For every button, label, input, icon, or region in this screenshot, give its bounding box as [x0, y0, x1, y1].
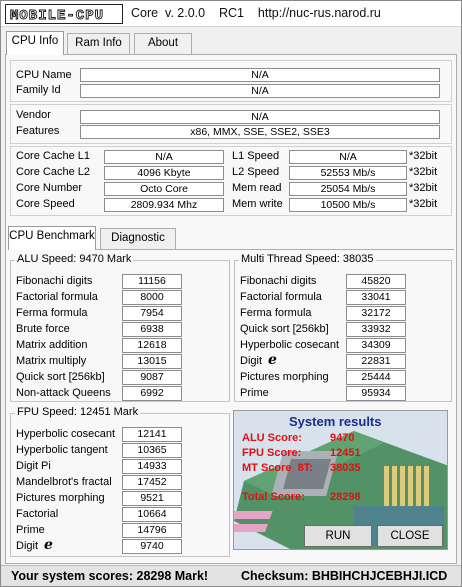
- mt-row-value: 22831: [346, 354, 406, 369]
- features-field: x86, MMX, SSE, SSE2, SSE3: [80, 125, 440, 139]
- fpu-row-value: 9521: [122, 491, 182, 506]
- mt-row-value: 95934: [346, 386, 406, 401]
- total-score-label: Total Score:: [242, 491, 305, 503]
- l1-speed-label: L1 Speed: [232, 150, 280, 162]
- cache-l1-field: N/A: [104, 150, 224, 164]
- fpu-row-value: 9740: [122, 539, 182, 554]
- alu-row-value: 6992: [122, 386, 182, 401]
- alu-title: ALU Speed: 9470 Mark: [17, 253, 132, 265]
- mem-write-label: Mem write: [232, 198, 283, 210]
- status-bar: [1, 565, 461, 586]
- mt-row-value: 25444: [346, 370, 406, 385]
- checksum-text: Checksum: BHBIHCHJCEBHJI.ICD: [241, 569, 448, 583]
- l1-speed-field: N/A: [289, 150, 407, 164]
- alu-row-label: Factorial formula: [16, 291, 98, 303]
- fpu-row-value: 14933: [122, 459, 182, 474]
- alu-row-label: Ferma formula: [16, 307, 88, 319]
- alu-row-value: 7954: [122, 306, 182, 321]
- family-id-label: Family Id: [16, 84, 61, 96]
- mt-row-label: Fibonachi digits: [240, 275, 317, 287]
- mem-write-suffix: *32bit: [409, 198, 438, 210]
- l1-speed-suffix: *32bit: [409, 150, 438, 162]
- core-number-field: Octo Core: [104, 182, 224, 196]
- tab-ram-info-label: Ram Info: [75, 37, 122, 49]
- alu-row-label: Matrix addition: [16, 339, 88, 351]
- logo-text: MOBILE-CPU: [10, 8, 105, 24]
- core-speed-field: 2809.934 Mhz: [104, 198, 224, 212]
- fpu-row-label: Mandelbrot's fractal: [16, 476, 112, 488]
- alu-score-value: 9470: [330, 432, 355, 444]
- results-title: System results: [289, 414, 382, 429]
- total-score-value: 28298: [330, 491, 361, 503]
- fpu-row-label: Digit Pi: [16, 460, 51, 472]
- cpu-name-field: N/A: [80, 68, 440, 82]
- fpu-row-value: 10365: [122, 443, 182, 458]
- cpu-name-label: CPU Name: [16, 69, 72, 81]
- alu-row-label: Brute force: [16, 323, 70, 335]
- digit-e-icon: e: [44, 537, 53, 553]
- alu-score-label: ALU Score:: [242, 432, 302, 444]
- fpu-score-value: 12451: [330, 447, 361, 459]
- mt-row-label: Factorial formula: [240, 291, 322, 303]
- fpu-row-value: 10664: [122, 507, 182, 522]
- fpu-row-label: Pictures morphing: [16, 492, 105, 504]
- mt-row-label: Digit: [240, 355, 263, 367]
- alu-row-value: 12618: [122, 338, 182, 353]
- run-button[interactable]: RUN: [304, 525, 372, 547]
- l2-speed-label: L2 Speed: [232, 166, 280, 178]
- mt-row-value: 45820: [346, 274, 406, 289]
- vendor-field: N/A: [80, 110, 440, 124]
- tab-diagnostic-label: Diagnostic: [111, 232, 165, 244]
- title-bar: [1, 1, 461, 27]
- cache-l2-label: Core Cache L2: [16, 166, 90, 178]
- fpu-row-label: Prime: [16, 524, 45, 536]
- mt-row-label: Quick sort [256kb]: [240, 323, 329, 335]
- alu-row-label: Matrix multiply: [16, 355, 87, 367]
- mt-row-label: Pictures morphing: [240, 371, 329, 383]
- alu-row-label: Non-attack Queens: [16, 387, 111, 399]
- vendor-label: Vendor: [16, 109, 51, 121]
- close-button[interactable]: CLOSE: [377, 525, 443, 547]
- alu-row-value: 13015: [122, 354, 182, 369]
- mt-row-label: Hyperbolic cosecant: [240, 339, 340, 351]
- mt-row-label: Prime: [240, 387, 269, 399]
- mt-row-value: 33041: [346, 290, 406, 305]
- tab-ram-info[interactable]: [67, 33, 130, 54]
- family-id-field: N/A: [80, 84, 440, 98]
- core-speed-label: Core Speed: [16, 198, 75, 210]
- alu-row-value: 6938: [122, 322, 182, 337]
- fpu-row-label: Hyperbolic cosecant: [16, 428, 116, 440]
- digit-e-icon: e: [268, 352, 277, 368]
- mem-read-label: Mem read: [232, 182, 282, 194]
- l2-speed-suffix: *32bit: [409, 166, 438, 178]
- fpu-title: FPU Speed: 12451 Mark: [17, 406, 139, 418]
- fpu-row-value: 17452: [122, 475, 182, 490]
- mt-row-value: 34309: [346, 338, 406, 353]
- fpu-row-label: Factorial: [16, 508, 59, 520]
- tab-cpu-info[interactable]: [6, 31, 64, 55]
- mt-score-value: 38035: [330, 462, 361, 474]
- l2-speed-field: 52553 Mb/s: [289, 166, 407, 180]
- window-title: Core v. 2.0.0 RC1 http://nuc-rus.narod.ru: [131, 6, 381, 20]
- mt-row-value: 32172: [346, 306, 406, 321]
- fpu-row-value: 12141: [122, 427, 182, 442]
- mem-write-field: 10500 Mb/s: [289, 198, 407, 212]
- alu-row-value: 11156: [122, 274, 182, 289]
- alu-row-label: Fibonachi digits: [16, 275, 93, 287]
- alu-row-value: 9087: [122, 370, 182, 385]
- alu-row-label: Quick sort [256kb]: [16, 371, 105, 383]
- system-score-text: Your system scores: 28298 Mark!: [11, 569, 209, 583]
- tab-cpu-benchmark-label: CPU Benchmark: [9, 230, 95, 242]
- tab-diagnostic[interactable]: [100, 228, 176, 249]
- mt-row-value: 33932: [346, 322, 406, 337]
- mt-row-label: Ferma formula: [240, 307, 312, 319]
- core-number-label: Core Number: [16, 182, 83, 194]
- mem-read-suffix: *32bit: [409, 182, 438, 194]
- tab-about-label: About: [147, 37, 179, 49]
- fpu-row-value: 14796: [122, 523, 182, 538]
- cache-l2-field: 4096 Kbyte: [104, 166, 224, 180]
- fpu-row-label: Digit: [16, 540, 39, 552]
- app-logo: [5, 4, 123, 24]
- cache-l1-label: Core Cache L1: [16, 150, 90, 162]
- tab-cpu-info-label: CPU Info: [11, 35, 59, 47]
- tab-about[interactable]: [134, 33, 192, 54]
- mem-read-field: 25054 Mb/s: [289, 182, 407, 196]
- tab-cpu-benchmark[interactable]: [8, 226, 96, 250]
- features-label: Features: [16, 125, 60, 137]
- mt-title: Multi Thread Speed: 38035: [241, 253, 374, 265]
- fpu-score-label: FPU Score:: [242, 447, 302, 459]
- system-results-panel: [233, 410, 448, 550]
- fpu-row-label: Hyperbolic tangent: [16, 444, 108, 456]
- mt-score-label: MT Score 8T:: [242, 462, 313, 474]
- alu-row-value: 8000: [122, 290, 182, 305]
